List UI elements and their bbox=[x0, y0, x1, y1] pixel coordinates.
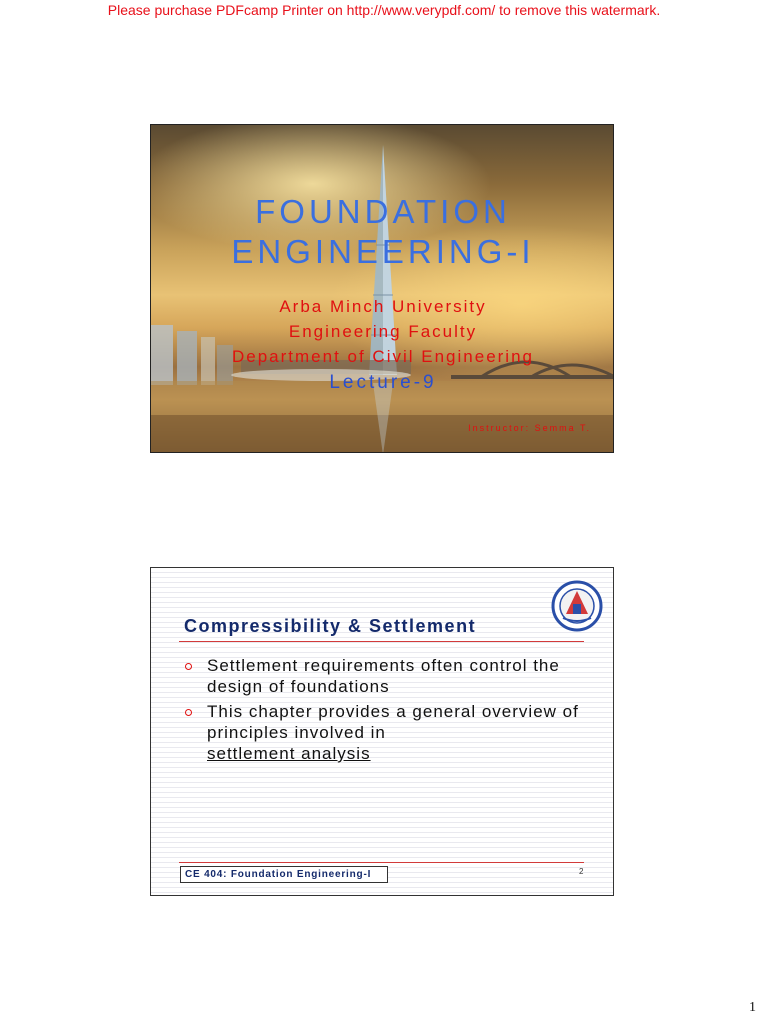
list-item bbox=[185, 701, 595, 764]
university-name: Arba Minch University bbox=[279, 297, 487, 316]
course-footer: CE 404: Foundation Engineering-I bbox=[180, 866, 388, 883]
page-number: 1 bbox=[749, 1000, 756, 1015]
university-logo bbox=[551, 580, 603, 632]
list-item bbox=[185, 655, 595, 697]
bullet-circle-icon bbox=[185, 663, 192, 670]
title-divider bbox=[179, 641, 584, 642]
watermark-text: Please purchase PDFcamp Printer on http://www.verypdf.com/ to remove this watermark. bbox=[107, 2, 661, 18]
bullet-list bbox=[185, 655, 595, 768]
skyline-illustration bbox=[151, 125, 614, 453]
bullet-text: Settlement requirements often control the design of foundations bbox=[207, 656, 560, 696]
lecture-number: Lecture-9 bbox=[329, 372, 437, 393]
instructor-name: Instructor: Semma T. bbox=[468, 423, 591, 433]
bullet-circle-icon bbox=[185, 709, 192, 716]
bullet-text bbox=[207, 701, 595, 764]
title-line-2: ENGINEERING-I bbox=[231, 233, 535, 270]
faculty-name: Engineering Faculty bbox=[288, 322, 478, 341]
slide-title: Compressibility & Settlement bbox=[184, 616, 477, 636]
title-slide bbox=[150, 124, 614, 453]
bullet-text-prefix: This chapter provides a general overview of principles involved in bbox=[207, 702, 579, 742]
footer-divider bbox=[179, 862, 584, 863]
department-name: Department of Civil Engineering bbox=[231, 347, 534, 366]
title-line-1: FOUNDATION bbox=[255, 193, 511, 230]
slide-number: 2 bbox=[579, 867, 584, 876]
settlement-analysis-text: settlement analysis bbox=[207, 744, 371, 763]
content-slide bbox=[150, 567, 614, 896]
